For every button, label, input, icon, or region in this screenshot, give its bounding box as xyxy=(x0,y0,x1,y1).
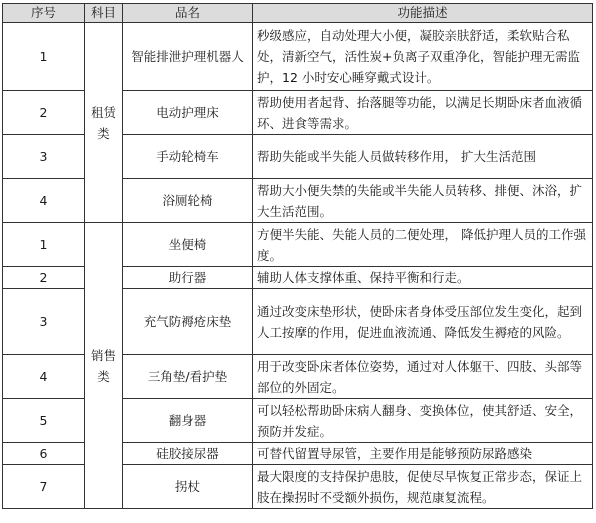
header-row xyxy=(3,4,593,23)
header-seq: 序号 xyxy=(3,4,85,23)
row-number: 5 xyxy=(3,399,85,443)
product-name: 充气防褥疮床垫 xyxy=(123,289,253,355)
product-name: 硅胶接尿器 xyxy=(123,443,253,465)
header-desc: 功能描述 xyxy=(253,4,593,23)
product-name: 智能排泄护理机器人 xyxy=(123,23,253,91)
product-desc: 方便半失能、失能人员的二便处理， 降低护理人员的工作强度。 xyxy=(253,223,593,267)
row-number: 6 xyxy=(3,443,85,465)
product-desc: 通过改变床垫形状，使卧床者身体受压部位发生变化，起到人工按摩的作用，促进血液流通、降低发生褥疮的风险。 xyxy=(253,289,593,355)
product-desc: 最大限度的支持保护患肢，促使尽早恢复正常步态，保证上肢在操拐时不受额外损伤，规范康复流程。 xyxy=(253,465,593,509)
product-desc: 帮助失能或半失能人员做转移作用， 扩大生活范围 xyxy=(253,135,593,179)
product-name: 坐便椅 xyxy=(123,223,253,267)
subject-sales: 销售类 xyxy=(85,223,123,509)
subject-rental: 租赁类 xyxy=(85,23,123,223)
product-name: 拐杖 xyxy=(123,465,253,509)
row-number: 1 xyxy=(3,223,85,267)
table-row xyxy=(3,223,593,267)
product-desc: 辅助人体支撑体重、保持平衡和行走。 xyxy=(253,267,593,289)
product-desc: 用于改变卧床者体位姿势，通过对人体躯干、四肢、头部等部位的外固定。 xyxy=(253,355,593,399)
row-number: 4 xyxy=(3,179,85,223)
product-table xyxy=(2,3,593,509)
product-desc: 可以轻松帮助卧床病人翻身、变换体位，使其舒适、安全，预防并发症。 xyxy=(253,399,593,443)
row-number: 7 xyxy=(3,465,85,509)
product-name: 手动轮椅车 xyxy=(123,135,253,179)
row-number: 3 xyxy=(3,135,85,179)
product-name: 翻身器 xyxy=(123,399,253,443)
product-desc: 帮助使用者起背、抬落腿等功能，以满足长期卧床者血液循环、进食等需求。 xyxy=(253,91,593,135)
product-name: 三角垫/看护垫 xyxy=(123,355,253,399)
header-subject: 科目 xyxy=(85,4,123,23)
product-desc: 秒级感应，自动处理大小便，凝胶亲肤舒适，柔软贴合私处，清新空气，活性炭+负离子双重净化，智能护理无需监护，12 小时安心睡穿戴式设计。 xyxy=(253,23,593,91)
row-number: 2 xyxy=(3,267,85,289)
table-row xyxy=(3,23,593,91)
product-name: 助行器 xyxy=(123,267,253,289)
row-number: 3 xyxy=(3,289,85,355)
header-name: 品名 xyxy=(123,4,253,23)
row-number: 2 xyxy=(3,91,85,135)
product-desc: 可替代留置导尿管，主要作用是能够预防尿路感染 xyxy=(253,443,593,465)
row-number: 4 xyxy=(3,355,85,399)
row-number: 1 xyxy=(3,23,85,91)
product-desc: 帮助大小便失禁的失能或半失能人员转移、排便、沐浴，扩大生活范围。 xyxy=(253,179,593,223)
product-name: 浴厕轮椅 xyxy=(123,179,253,223)
product-name: 电动护理床 xyxy=(123,91,253,135)
